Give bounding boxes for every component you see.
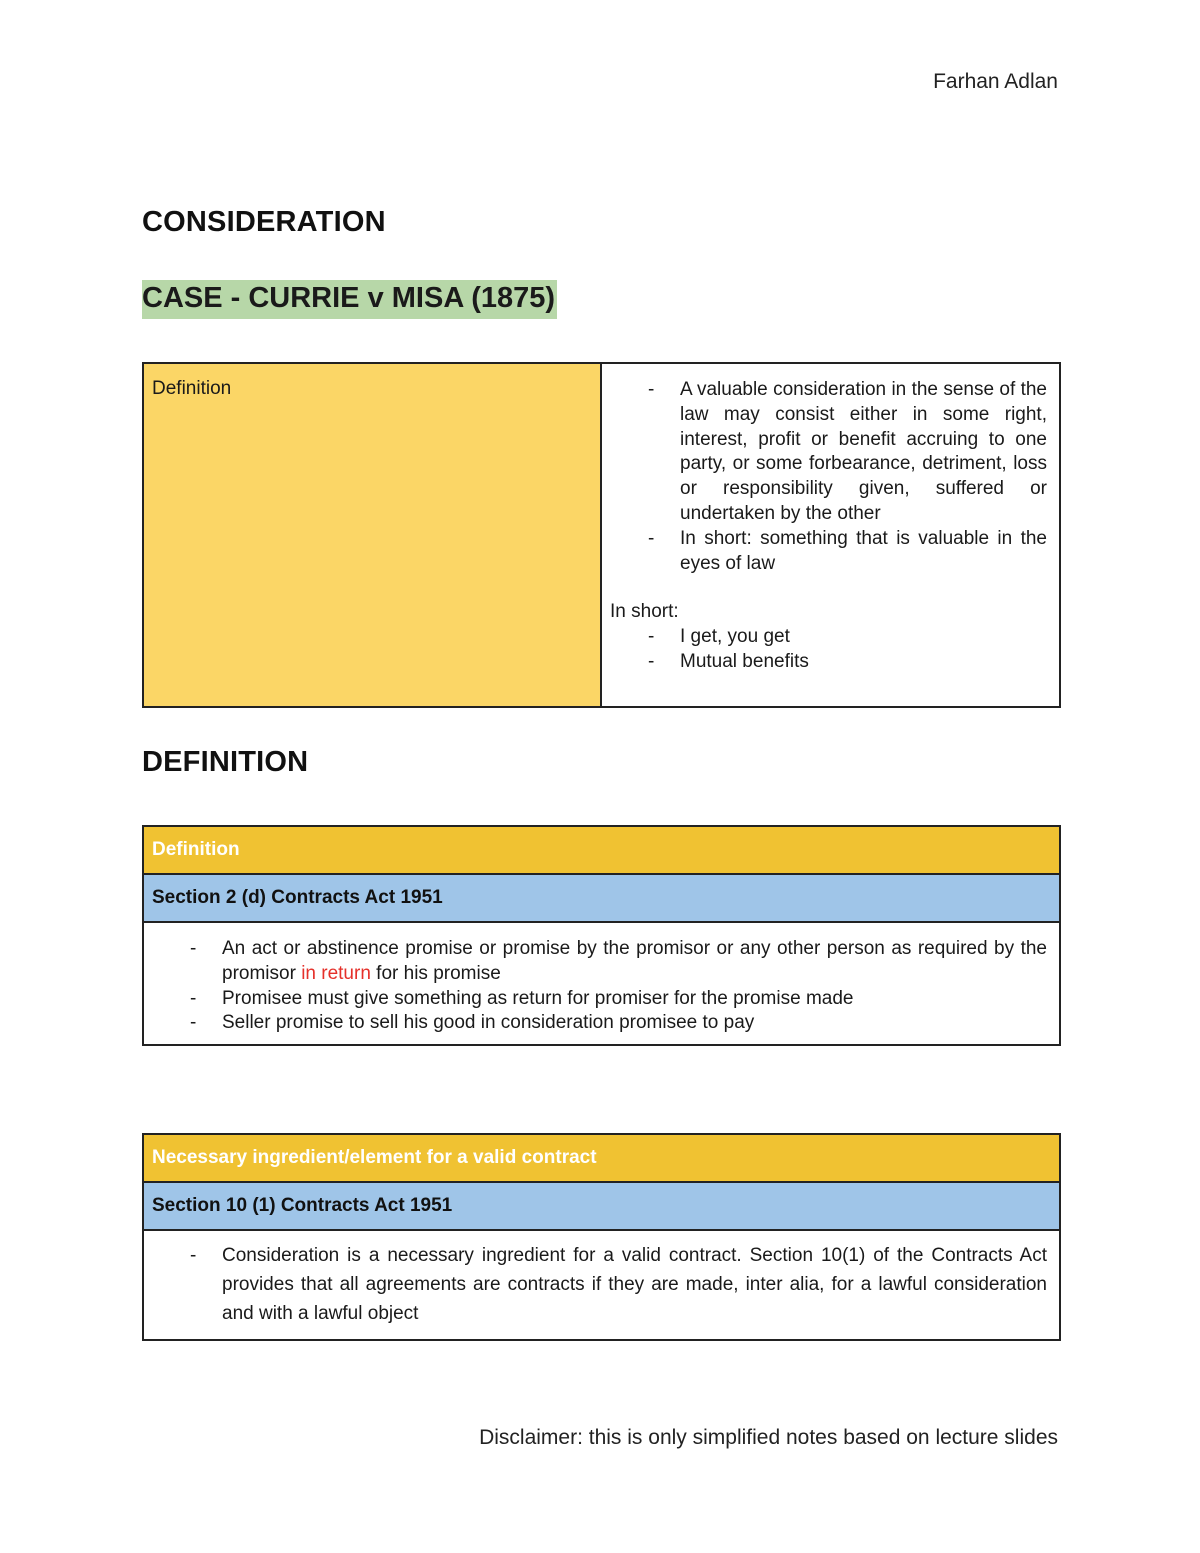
definition-table-header: Definition	[144, 827, 1059, 875]
case-title: CASE - CURRIE v MISA (1875)	[142, 280, 557, 319]
definition-table-body	[144, 923, 1059, 1048]
case-point: - A valuable consideration in the sense of the law may consist either in some right, interest, profit or benefit accruing to one party, or some forbearance, detriment, loss or responsibility given, suffered or undertaken by the other	[610, 378, 1047, 527]
author-name: Farhan Adlan	[933, 70, 1058, 93]
definition-points-list	[152, 937, 1047, 1036]
element-table-section: Section 10 (1) Contracts Act 1951	[144, 1183, 1059, 1231]
element-table-body	[144, 1231, 1059, 1340]
definition-table	[142, 825, 1061, 1046]
case-definition-cell	[144, 364, 602, 706]
heading-consideration: CONSIDERATION	[142, 206, 386, 238]
definition-point: - Promisee must give something as return for promiser for the promise made	[152, 987, 1047, 1012]
element-table	[142, 1133, 1061, 1341]
short-point: - I get, you get	[610, 625, 1047, 650]
definition-point: - Seller promise to sell his good in consideration promisee to pay	[152, 1011, 1047, 1036]
element-table-header: Necessary ingredient/element for a valid contract	[144, 1135, 1059, 1183]
case-point: - In short: something that is valuable in the eyes of law	[610, 527, 1047, 577]
case-definition-label: Definition	[152, 378, 232, 399]
short-point: - Mutual benefits	[610, 650, 1047, 675]
definition-point: - An act or abstinence promise or promise by the promisor or any other person as required by the promisor in return for his promise	[152, 937, 1047, 987]
element-point: - Consideration is a necessary ingredient for a valid contract. Section 10(1) of the Contracts Act provides that all agreements are contracts if they are made, inter alia, for a lawful consideration and with a lawful object	[152, 1241, 1047, 1328]
short-points-list	[610, 625, 1047, 675]
element-points-list	[152, 1241, 1047, 1328]
highlighted-phrase: in return	[301, 962, 371, 984]
definition-table-section: Section 2 (d) Contracts Act 1951	[144, 875, 1059, 923]
case-table	[142, 362, 1061, 708]
disclaimer-text: Disclaimer: this is only simplified notes based on lecture slides	[479, 1426, 1058, 1449]
case-details-cell	[602, 364, 1059, 706]
in-short-label: In short:	[610, 601, 679, 623]
heading-definition: DEFINITION	[142, 746, 309, 778]
case-points-list	[610, 378, 1047, 576]
